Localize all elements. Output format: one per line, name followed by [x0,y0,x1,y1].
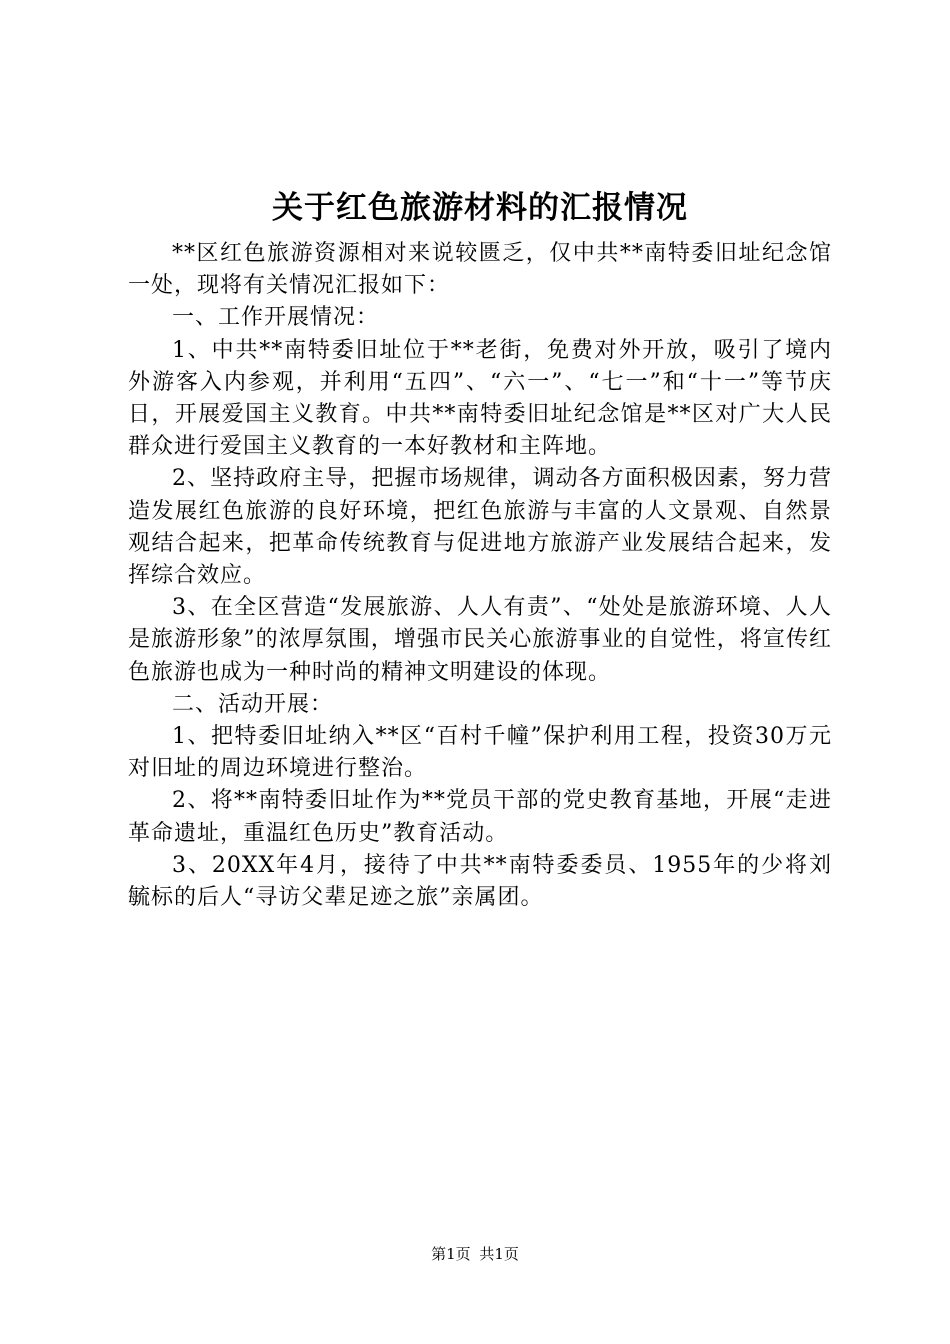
page-footer [0,1244,950,1264]
total-page-count: 共1页 [479,1245,519,1263]
current-page-number: 第1页 [431,1245,471,1263]
document-page [128,0,832,1344]
work-item-3: 3、在全区营造“发展旅游、人人有责”、“处处是旅游环境、人人是旅游形象”的浓厚氛围，增强市民关心旅游事业的自觉性，将宣传红色旅游也成为一种时尚的精神文明建设的体现。 [128,595,832,685]
work-item-2: 2、坚持政府主导，把握市场规律，调动各方面积极因素，努力营造发展红色旅游的良好环境，把红色旅游与丰富的人文景观、自然景观结合起来，把革命传统教育与促进地方旅游产业发展结合起来，发挥综合效应。 [128,466,832,589]
section-heading-activities: 二、活动开展： [172,691,334,717]
activity-item-3: 3、20XX年4月，接待了中共**南特委委员、1955年的少将刘毓标的后人“寻访父辈足迹之旅”亲属团。 [128,852,832,911]
section-heading-work: 一、工作开展情况： [172,305,380,331]
work-item-1: 1、中共**南特委旧址位于**老街，免费对外开放，吸引了境内外游客入内参观，并利用“五四”、“六一”、“七一”和“十一”等节庆日，开展爱国主义教育。中共**南特委旧址纪念馆是**区对广大人民群众进行爱国主义教育的一本好教材和主阵地。 [128,337,832,460]
activity-item-1: 1、把特委旧址纳入**区“百村千幢”保护利用工程，投资30万元对旧址的周边环境进行整治。 [128,724,832,782]
document-title: 关于红色旅游材料的汇报情况 [272,190,688,226]
document-body [128,238,832,914]
activity-item-2: 2、将**南特委旧址作为**党员干部的党史教育基地，开展“走进革命遗址，重温红色历史”教育活动。 [128,788,832,846]
intro-paragraph: **区红色旅游资源相对来说较匮乏，仅中共**南特委旧址纪念馆一处，现将有关情况汇报如下： [128,241,832,299]
